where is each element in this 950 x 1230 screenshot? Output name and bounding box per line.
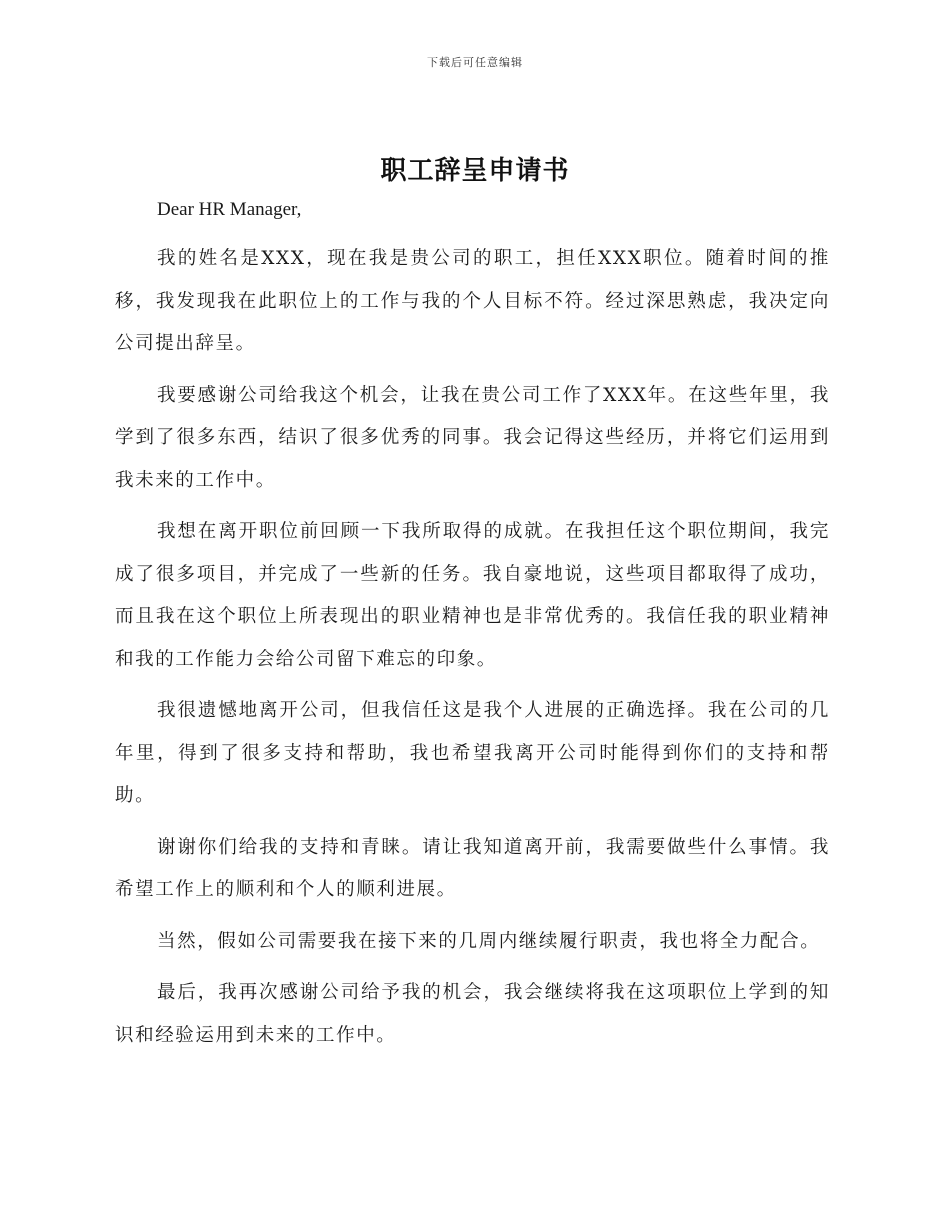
paragraph-3: 我想在离开职位前回顾一下我所取得的成就。在我担任这个职位期间，我完成了很多项目，并完成了一些新的任务。我自豪地说，这些项目都取得了成功，而且我在这个职位上所表现出的职业精神也是非常优秀的。我信任我的职业精神和我的工作能力会给公司留下难忘的印象。: [115, 521, 830, 670]
salutation: Dear HR Manager,: [157, 199, 302, 220]
paragraph-6: 当然，假如公司需要我在接下来的几周内继续履行职责，我也将全力配合。: [157, 930, 821, 952]
paragraph-1: 我的姓名是XXX，现在我是贵公司的职工，担任XXX职位。随着时间的推移，我发现我在此职位上的工作与我的个人目标不符。经过深思熟虑，我决定向公司提出辞呈。: [115, 248, 830, 354]
document-body: [115, 196, 830, 1066]
header-note: 下载后可任意编辑: [427, 56, 523, 69]
paragraph-7: 最后，我再次感谢公司给予我的机会，我会继续将我在这项职位上学到的知识和经验运用到未来的工作中。: [115, 982, 830, 1046]
paragraph-2: 我要感谢公司给我这个机会，让我在贵公司工作了XXX年。在这些年里，我学到了很多东西，结识了很多优秀的同事。我会记得这些经历，并将它们运用到我未来的工作中。: [115, 384, 830, 491]
paragraph-4: 我很遗憾地离开公司，但我信任这是我个人进展的正确选择。我在公司的几年里，得到了很多支持和帮助，我也希望我离开公司时能得到你们的支持和帮助。: [115, 700, 830, 806]
document-title: 职工辞呈申请书: [380, 156, 570, 186]
paragraph-5: 谢谢你们给我的支持和青睐。请让我知道离开前，我需要做些什么事情。我希望工作上的顺利和个人的顺利进展。: [115, 836, 830, 900]
